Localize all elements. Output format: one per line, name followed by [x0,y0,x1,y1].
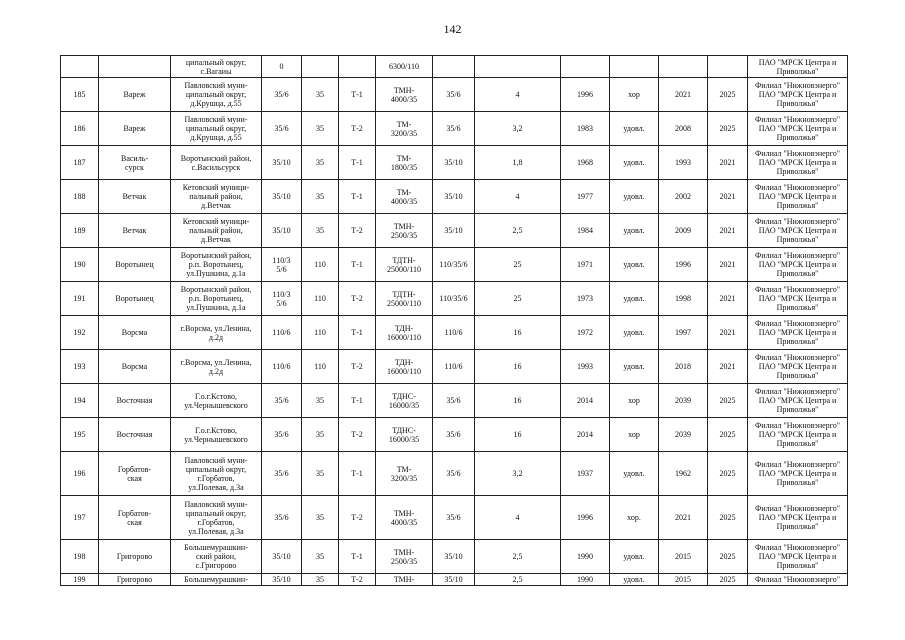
cell-tnum: Т-2 [339,214,376,248]
cell-tnum: Т-1 [339,146,376,180]
cell-voltage: 35/10 [262,574,302,586]
cell-org: Филиал "Нижновэнерго" ПАО "МРСК Центра и Приволжья" [748,112,848,146]
table-row [61,146,848,180]
cell-org: ПАО "МРСК Центра и Приволжья" [748,56,848,78]
cell-org: Филиал "Нижновэнерго" ПАО "МРСК Центра и Приволжья" [748,146,848,180]
table-row [61,180,848,214]
cell-y1: 1993 [659,146,708,180]
cell-location: Большемурашкин- [171,574,262,586]
cell-tnum: Т-1 [339,78,376,112]
cell-y1: 1997 [659,316,708,350]
cell-tnum: Т-1 [339,384,376,418]
cell-ttype: ТДН- 16000/110 [376,316,433,350]
cell-tkv [433,56,475,78]
cell-kv: 35 [302,496,339,540]
cell-org: Филиал "Нижновэнерго" ПАО "МРСК Центра и Приволжья" [748,418,848,452]
cell-ttype: ТМН- 4000/35 [376,496,433,540]
table-row [61,452,848,496]
cell-power: 2,5 [475,214,561,248]
cell-location: Павловский муни- ципальный округ, д.Крушца, д.55 [171,78,262,112]
cell-power: 25 [475,282,561,316]
cell-tnum: Т-1 [339,540,376,574]
cell-state: хор [610,78,659,112]
cell-year: 1983 [561,112,610,146]
cell-voltage: 110/6 [262,350,302,384]
cell-name: Григорово [99,540,171,574]
cell-kv: 35 [302,418,339,452]
cell-tkv: 110/35/6 [433,282,475,316]
table-row [61,574,848,586]
cell-y2: 2025 [708,452,748,496]
cell-y2: 2021 [708,350,748,384]
table-row [61,384,848,418]
cell-y1: 2021 [659,78,708,112]
table-row [61,418,848,452]
cell-tkv: 35/10 [433,180,475,214]
cell-y1: 2015 [659,574,708,586]
cell-name: Василь- сурск [99,146,171,180]
cell-y2: 2021 [708,180,748,214]
cell-state: хор [610,418,659,452]
cell-name: Горбатов- ская [99,452,171,496]
table-row [61,78,848,112]
cell-tnum: Т-1 [339,316,376,350]
cell-name: Ворсма [99,316,171,350]
cell-state [610,56,659,78]
cell-year: 1993 [561,350,610,384]
cell-y2 [708,56,748,78]
cell-tkv: 35/6 [433,384,475,418]
cell-voltage: 35/10 [262,214,302,248]
cell-kv: 35 [302,112,339,146]
cell-y1: 1998 [659,282,708,316]
cell-power: 16 [475,418,561,452]
cell-y2: 2021 [708,316,748,350]
cell-org: Филиал "Нижновэнерго" ПАО "МРСК Центра и Приволжья" [748,350,848,384]
table-row [61,214,848,248]
cell-org: Филиал "Нижновэнерго" ПАО "МРСК Центра и Приволжья" [748,540,848,574]
cell-org: Филиал "Нижновэнерго" ПАО "МРСК Центра и Приволжья" [748,384,848,418]
cell-name: Вареж [99,112,171,146]
cell-num: 187 [61,146,99,180]
cell-state: удовл. [610,282,659,316]
cell-num: 197 [61,496,99,540]
cell-name: Воротынец [99,248,171,282]
cell-power: 16 [475,350,561,384]
cell-tnum: Т-2 [339,574,376,586]
cell-tkv: 110/35/6 [433,248,475,282]
cell-org: Филиал "Нижновэнерго" ПАО "МРСК Центра и Приволжья" [748,214,848,248]
cell-year: 1996 [561,78,610,112]
cell-power: 2,5 [475,574,561,586]
cell-tnum: Т-2 [339,418,376,452]
cell-state: удовл. [610,214,659,248]
cell-year: 1977 [561,180,610,214]
cell-org: Филиал "Нижновэнерго" ПАО "МРСК Центра и Приволжья" [748,316,848,350]
cell-state: удовл. [610,248,659,282]
cell-power: 2,5 [475,540,561,574]
cell-tnum: Т-2 [339,282,376,316]
cell-org: Филиал "Нижновэнерго" ПАО "МРСК Центра и Приволжья" [748,452,848,496]
cell-power: 4 [475,180,561,214]
cell-voltage: 110/6 [262,316,302,350]
cell-kv: 35 [302,180,339,214]
cell-tnum: Т-2 [339,350,376,384]
cell-tkv: 35/10 [433,540,475,574]
cell-tnum: Т-2 [339,112,376,146]
cell-ttype: ТМ- 4000/35 [376,180,433,214]
cell-year: 2014 [561,418,610,452]
cell-location: г.Ворсма, ул.Ленина, д.2д [171,350,262,384]
cell-power: 4 [475,78,561,112]
cell-voltage: 35/10 [262,146,302,180]
cell-org: Филиал "Нижновэнерго" ПАО "МРСК Центра и Приволжья" [748,282,848,316]
cell-power: 1,8 [475,146,561,180]
cell-y1: 1996 [659,248,708,282]
cell-power [475,56,561,78]
cell-num [61,56,99,78]
cell-num: 195 [61,418,99,452]
cell-tkv: 35/10 [433,214,475,248]
cell-name [99,56,171,78]
table-row [61,56,848,78]
cell-y1: 2008 [659,112,708,146]
cell-state: удовл. [610,146,659,180]
cell-num: 193 [61,350,99,384]
cell-num: 186 [61,112,99,146]
cell-power: 16 [475,384,561,418]
table-row [61,540,848,574]
cell-kv: 35 [302,540,339,574]
cell-ttype: ТМН- 2500/35 [376,540,433,574]
cell-org: Филиал "Нижновэнерго" ПАО "МРСК Центра и Приволжья" [748,248,848,282]
cell-num: 191 [61,282,99,316]
cell-y1: 2039 [659,384,708,418]
cell-state: удовл. [610,452,659,496]
cell-y2: 2025 [708,384,748,418]
cell-tnum: Т-1 [339,248,376,282]
cell-tnum: Т-1 [339,452,376,496]
cell-tkv: 35/6 [433,112,475,146]
table-row [61,496,848,540]
cell-year: 1990 [561,540,610,574]
cell-y1: 1962 [659,452,708,496]
cell-power: 3,2 [475,452,561,496]
cell-year: 1996 [561,496,610,540]
cell-org: Филиал "Нижновэнерго" [748,574,848,586]
cell-num: 198 [61,540,99,574]
cell-num: 196 [61,452,99,496]
cell-location: Павловский муни- ципальный округ, д.Крушца, д.55 [171,112,262,146]
cell-name: Горбатов- ская [99,496,171,540]
cell-year: 1937 [561,452,610,496]
cell-ttype: ТМ- 3200/35 [376,112,433,146]
cell-year: 1984 [561,214,610,248]
cell-state: удовл. [610,316,659,350]
cell-voltage: 35/6 [262,452,302,496]
cell-ttype: ТМН- 4000/35 [376,78,433,112]
cell-voltage: 110/3 5/6 [262,248,302,282]
cell-kv: 35 [302,146,339,180]
cell-ttype: ТМ- 3200/35 [376,452,433,496]
table-row [61,112,848,146]
cell-tkv: 35/6 [433,78,475,112]
cell-tkv: 35/6 [433,452,475,496]
cell-location: г.Ворсма, ул.Ленина, д.2д [171,316,262,350]
cell-ttype: ТДТН- 25000/110 [376,282,433,316]
page-number: 142 [443,22,462,36]
table-row [61,316,848,350]
cell-name: Восточная [99,384,171,418]
cell-power: 3,2 [475,112,561,146]
cell-num: 199 [61,574,99,586]
cell-kv: 35 [302,78,339,112]
cell-state: удовл. [610,112,659,146]
cell-name: Григорово [99,574,171,586]
cell-tkv: 35/6 [433,496,475,540]
cell-state: хор. [610,496,659,540]
cell-ttype: 6300/110 [376,56,433,78]
cell-location: Кетовский муници- пальный район, д.Ветчак [171,214,262,248]
cell-location: Г.о.г.Кстово, ул.Чернышевского [171,418,262,452]
cell-location: Кетовский муници- пальный район, д.Ветчак [171,180,262,214]
cell-year: 2014 [561,384,610,418]
cell-num: 192 [61,316,99,350]
cell-tkv: 35/10 [433,146,475,180]
cell-voltage: 0 [262,56,302,78]
cell-year: 1990 [561,574,610,586]
cell-voltage: 110/3 5/6 [262,282,302,316]
cell-year: 1971 [561,248,610,282]
cell-ttype: ТДН- 16000/110 [376,350,433,384]
cell-tkv: 35/10 [433,574,475,586]
cell-y2: 2025 [708,418,748,452]
cell-ttype: ТДНС- 16000/35 [376,384,433,418]
cell-location: Воротынский район, р.п. Воротынец, ул.Пушкина, д.1а [171,248,262,282]
cell-power: 4 [475,496,561,540]
cell-state: хор [610,384,659,418]
cell-y2: 2025 [708,540,748,574]
cell-tnum: Т-2 [339,496,376,540]
cell-year: 1972 [561,316,610,350]
cell-power: 25 [475,248,561,282]
cell-num: 188 [61,180,99,214]
cell-year: 1973 [561,282,610,316]
cell-kv: 110 [302,282,339,316]
cell-tnum [339,56,376,78]
cell-power: 16 [475,316,561,350]
cell-ttype: ТМ- 1800/35 [376,146,433,180]
cell-y1: 2021 [659,496,708,540]
cell-ttype: ТМН- [376,574,433,586]
cell-org: Филиал "Нижновэнерго" ПАО "МРСК Центра и Приволжья" [748,180,848,214]
cell-ttype: ТДТН- 25000/110 [376,248,433,282]
cell-state: удовл. [610,574,659,586]
cell-y2: 2021 [708,146,748,180]
cell-location: Г.о.г.Кстово, ул.Чернышевского [171,384,262,418]
cell-org: Филиал "Нижновэнерго" ПАО "МРСК Центра и Приволжья" [748,496,848,540]
cell-state: удовл. [610,180,659,214]
cell-y1: 2009 [659,214,708,248]
cell-tkv: 110/6 [433,350,475,384]
cell-location: Воротынский район, с.Васильсурск [171,146,262,180]
cell-num: 189 [61,214,99,248]
table-row [61,248,848,282]
cell-kv: 110 [302,316,339,350]
cell-location: Воротынский район, р.п. Воротынец, ул.Пушкина, д.1а [171,282,262,316]
cell-y1: 2015 [659,540,708,574]
cell-y2: 2021 [708,282,748,316]
cell-location: ципальный округ, с.Вагаиы [171,56,262,78]
cell-tkv: 35/6 [433,418,475,452]
cell-location: Большемурашкин- ский район, с.Григорово [171,540,262,574]
cell-tnum: Т-1 [339,180,376,214]
cell-y1: 2039 [659,418,708,452]
cell-y2: 2025 [708,496,748,540]
cell-y2: 2025 [708,112,748,146]
cell-name: Ветчак [99,180,171,214]
cell-y2: 2021 [708,214,748,248]
cell-y2: 2025 [708,574,748,586]
cell-num: 190 [61,248,99,282]
cell-voltage: 35/6 [262,384,302,418]
cell-voltage: 35/6 [262,418,302,452]
table-row [61,350,848,384]
cell-y1: 2002 [659,180,708,214]
cell-y2: 2021 [708,248,748,282]
cell-state: удовл. [610,350,659,384]
cell-name: Воротынец [99,282,171,316]
cell-kv: 110 [302,248,339,282]
cell-num: 194 [61,384,99,418]
cell-voltage: 35/10 [262,180,302,214]
cell-voltage: 35/10 [262,540,302,574]
cell-year: 1968 [561,146,610,180]
cell-state: удовл. [610,540,659,574]
cell-year [561,56,610,78]
cell-name: Вареж [99,78,171,112]
cell-ttype: ТДНС- 16000/35 [376,418,433,452]
cell-location: Павловский муни- ципальный округ, г.Горбатов, ул.Полевая, д.3а [171,496,262,540]
cell-voltage: 35/6 [262,112,302,146]
cell-kv: 35 [302,452,339,496]
cell-name: Ветчак [99,214,171,248]
cell-ttype: ТМН- 2500/35 [376,214,433,248]
cell-kv: 110 [302,350,339,384]
cell-y1 [659,56,708,78]
cell-y1: 2018 [659,350,708,384]
cell-name: Ворсма [99,350,171,384]
table-row [61,282,848,316]
cell-num: 185 [61,78,99,112]
cell-kv: 35 [302,214,339,248]
cell-org: Филиал "Нижновэнерго" ПАО "МРСК Центра и Приволжья" [748,78,848,112]
cell-kv: 35 [302,384,339,418]
cell-voltage: 35/6 [262,78,302,112]
cell-kv: 35 [302,574,339,586]
cell-location: Павловский муни- ципальный округ, г.Горбатов, ул.Полевая, д.3а [171,452,262,496]
cell-y2: 2025 [708,78,748,112]
cell-voltage: 35/6 [262,496,302,540]
cell-name: Восточная [99,418,171,452]
substation-table [60,55,848,586]
cell-tkv: 110/6 [433,316,475,350]
cell-kv [302,56,339,78]
